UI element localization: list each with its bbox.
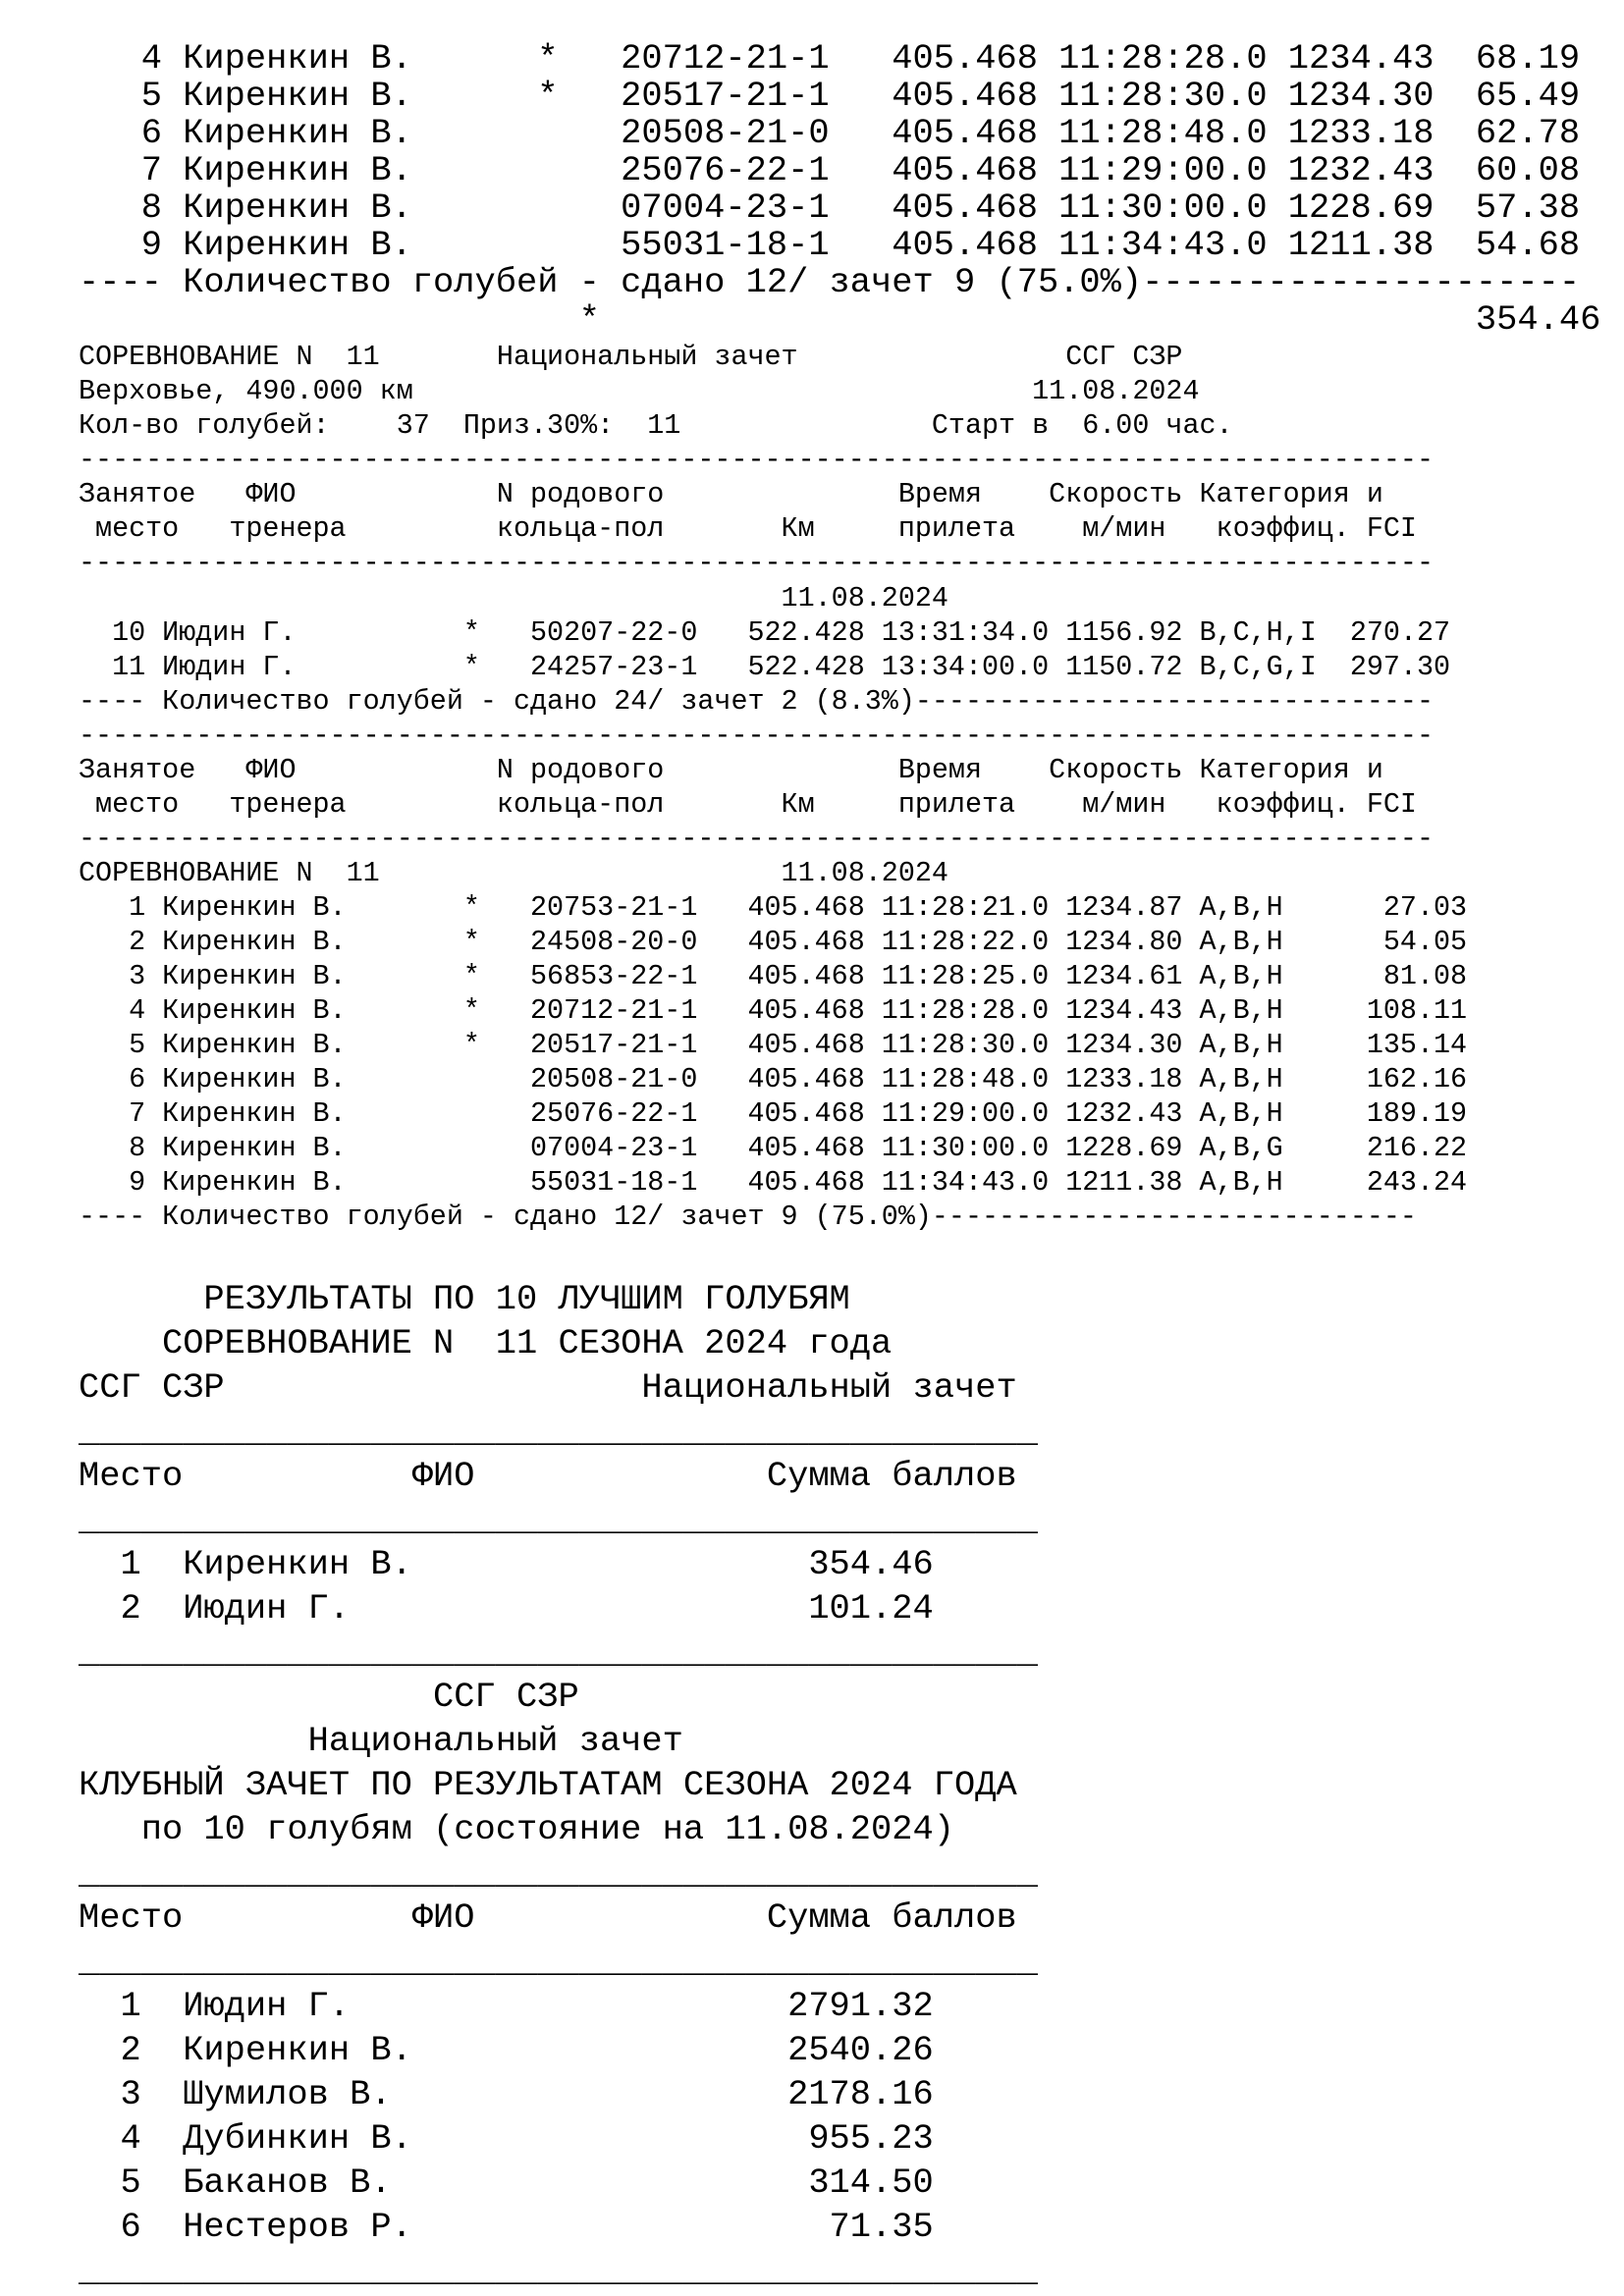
column-header-line: Занятое ФИО N родового Время Скорость Категория и xyxy=(79,478,1383,510)
result-row: 4 Киренкин В. * 20712-21-1 405.468 11:28:28.0 1234.43 A,B,H 108.11 xyxy=(79,994,1468,1027)
separator-line: --------------------------------------------------------------------------------- xyxy=(79,444,1435,476)
underline-rule: ______________________________________________ xyxy=(79,1413,1038,1452)
underline-rule: ______________________________________________ xyxy=(79,1854,1038,1894)
result-row: 7 Киренкин В. 25076-22-1 405.468 11:29:00.0 1232.43 60.08 xyxy=(79,151,1581,190)
column-header-line: место тренера кольца-пол Км прилета м/мин коэффиц. FCI xyxy=(79,512,1417,545)
club-row: 3 Шумилов В. 2178.16 xyxy=(79,2075,934,2114)
club-title: Национальный зачет xyxy=(79,1722,683,1761)
club-row: 2 Киренкин В. 2540.26 xyxy=(79,2031,934,2070)
result-row: 1 Киренкин В. * 20753-21-1 405.468 11:28:21.0 1234.87 A,B,H 27.03 xyxy=(79,891,1468,924)
result-row: 7 Киренкин В. 25076-22-1 405.468 11:29:00.0 1232.43 A,B,H 189.19 xyxy=(79,1097,1468,1130)
club-row: 4 Дубинкин В. 955.23 xyxy=(79,2119,934,2159)
underline-rule: ______________________________________________ xyxy=(79,2252,1038,2291)
summary-line: ---- Количество голубей - сдано 12/ зачет 9 (75.0%)----------------------------- xyxy=(79,1201,1417,1233)
top10-org-line: ССГ СЗР Национальный зачет xyxy=(79,1368,1017,1408)
separator-line: --------------------------------------------------------------------------------- xyxy=(79,720,1435,752)
result-row: 6 Киренкин В. 20508-21-0 405.468 11:28:48.0 1233.18 62.78 xyxy=(79,114,1581,153)
club-row: 6 Нестеров Р. 71.35 xyxy=(79,2208,934,2247)
club-column-header: Место ФИО Сумма баллов xyxy=(79,1898,1017,1938)
club-row: 1 Июдин Г. 2791.32 xyxy=(79,1987,934,2026)
result-row: 8 Киренкин В. 07004-23-1 405.468 11:30:00.0 1228.69 57.38 xyxy=(79,188,1581,228)
result-row: 2 Киренкин В. * 24508-20-0 405.468 11:28:22.0 1234.80 A,B,H 54.05 xyxy=(79,926,1468,958)
competition-header-line: СОРЕВНОВАНИЕ N 11 Национальный зачет ССГ СЗР xyxy=(79,341,1183,373)
top10-column-header: Место ФИО Сумма баллов xyxy=(79,1457,1017,1496)
result-row: 10 Июдин Г. * 50207-22-0 522.428 13:31:34.0 1156.92 B,C,H,I 270.27 xyxy=(79,616,1451,649)
result-row: 4 Киренкин В. * 20712-21-1 405.468 11:28:28.0 1234.43 68.19 xyxy=(79,39,1581,79)
total-line: * 354.46 xyxy=(79,300,1601,340)
underline-rule: ______________________________________________ xyxy=(79,1501,1038,1540)
section-heading: СОРЕВНОВАНИЕ N 11 11.08.2024 xyxy=(79,857,948,889)
result-row: 3 Киренкин В. * 56853-22-1 405.468 11:28:25.0 1234.61 A,B,H 81.08 xyxy=(79,960,1468,992)
competition-header-line: Верховье, 490.000 км 11.08.2024 xyxy=(79,375,1200,407)
club-title: по 10 голубям (состояние на 11.08.2024) xyxy=(79,1810,954,1849)
top10-row: 1 Киренкин В. 354.46 xyxy=(79,1545,934,1584)
summary-line: ---- Количество голубей - сдано 12/ зачет 9 (75.0%)--------------------- xyxy=(79,263,1581,302)
underline-rule: ______________________________________________ xyxy=(79,1633,1038,1673)
separator-line: --------------------------------------------------------------------------------- xyxy=(79,823,1435,855)
section-date: 11.08.2024 xyxy=(79,582,948,614)
summary-line: ---- Количество голубей - сдано 24/ зачет 2 (8.3%)------------------------------- xyxy=(79,685,1435,718)
club-title: КЛУБНЫЙ ЗАЧЕТ ПО РЕЗУЛЬТАТАМ СЕЗОНА 2024 ГОДА xyxy=(79,1766,1017,1805)
result-row: 9 Киренкин В. 55031-18-1 405.468 11:34:43.0 1211.38 54.68 xyxy=(79,226,1581,265)
top10-title: СОРЕВНОВАНИЕ N 11 СЕЗОНА 2024 года xyxy=(79,1324,893,1363)
separator-line: --------------------------------------------------------------------------------- xyxy=(79,547,1435,579)
top10-row: 2 Июдин Г. 101.24 xyxy=(79,1589,934,1629)
result-row: 5 Киренкин В. * 20517-21-1 405.468 11:28:30.0 1234.30 A,B,H 135.14 xyxy=(79,1029,1468,1061)
top10-title: РЕЗУЛЬТАТЫ ПО 10 ЛУЧШИМ ГОЛУБЯМ xyxy=(79,1280,850,1319)
underline-rule: ______________________________________________ xyxy=(79,1943,1038,1982)
column-header-line: место тренера кольца-пол Км прилета м/мин коэффиц. FCI xyxy=(79,788,1417,821)
result-row: 9 Киренкин В. 55031-18-1 405.468 11:34:43.0 1211.38 A,B,H 243.24 xyxy=(79,1166,1468,1199)
result-row: 6 Киренкин В. 20508-21-0 405.468 11:28:48.0 1233.18 A,B,H 162.16 xyxy=(79,1063,1468,1095)
club-title: ССГ СЗР xyxy=(79,1678,579,1717)
result-row: 8 Киренкин В. 07004-23-1 405.468 11:30:00.0 1228.69 A,B,G 216.22 xyxy=(79,1132,1468,1164)
result-row: 11 Июдин Г. * 24257-23-1 522.428 13:34:00.0 1150.72 B,C,G,I 297.30 xyxy=(79,651,1451,683)
column-header-line: Занятое ФИО N родового Время Скорость Категория и xyxy=(79,754,1383,786)
competition-header-line: Кол-во голубей: 37 Приз.30%: 11 Старт в 6.00 час. xyxy=(79,409,1233,442)
result-row: 5 Киренкин В. * 20517-21-1 405.468 11:28:30.0 1234.30 65.49 xyxy=(79,77,1581,116)
club-row: 5 Баканов В. 314.50 xyxy=(79,2163,934,2203)
